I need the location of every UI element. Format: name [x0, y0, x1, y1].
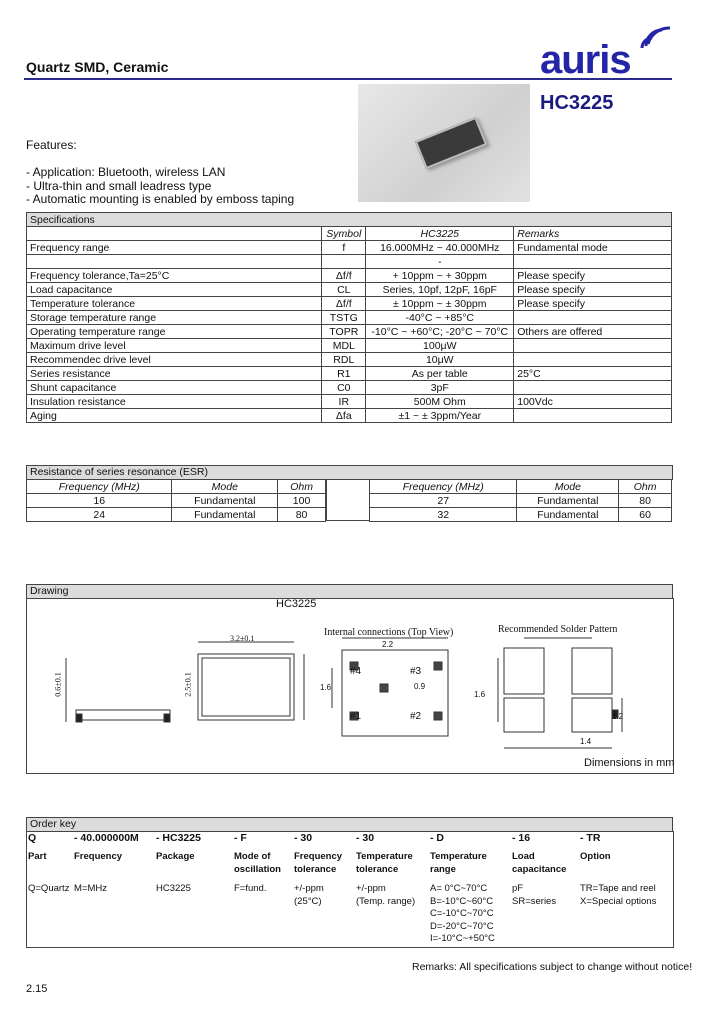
- page-number: 2.15: [26, 983, 48, 995]
- spec-cell-remark: Please specify: [514, 283, 672, 297]
- dim-0-9: 0.9: [414, 682, 426, 691]
- spec-cell-symbol: IR: [322, 395, 366, 409]
- order-values-5: +/-ppm (Temp. range): [356, 883, 416, 907]
- spec-cell-remark: Others are offered: [514, 325, 672, 339]
- esr-table-left: [26, 479, 326, 522]
- spec-cell-name: Frequency tolerance,Ta=25°C: [27, 269, 322, 283]
- spec-cell-value: 10μW: [366, 353, 514, 367]
- spec-cell-remark: [514, 353, 672, 367]
- spec-cell-value: 100μW: [366, 339, 514, 353]
- esr-spacer: [326, 479, 370, 521]
- table-row: [27, 367, 672, 381]
- table-row: [27, 269, 672, 283]
- esr-title: Resistance of series resonance (ESR): [26, 465, 673, 480]
- spec-cell-name: Insulation resistance: [27, 395, 322, 409]
- features-list: [26, 166, 294, 207]
- order-values-7: pF SR=series: [512, 883, 557, 907]
- spec-cell-symbol: TOPR: [322, 325, 366, 339]
- spec-cell-symbol: Δf/f: [322, 269, 366, 283]
- esr-col-frequency: Frequency (MHz): [27, 480, 172, 494]
- table-row: [27, 241, 672, 255]
- spec-cell-value: Series, 10pf, 12pF, 16pF: [366, 283, 514, 297]
- spec-cell-symbol: C0: [322, 381, 366, 395]
- esr-col-ohm: Ohm: [278, 480, 326, 494]
- feature-item: - Ultra-thin and small leadress type: [26, 178, 212, 193]
- spec-cell-name: Shunt capacitance: [27, 381, 322, 395]
- esr-col-mode: Mode: [172, 480, 278, 494]
- spec-cell-name: Load capacitance: [27, 283, 322, 297]
- spec-cell-symbol: TSTG: [322, 311, 366, 325]
- product-photo: [358, 84, 530, 202]
- spec-cell-value: -40°C ~ +85°C: [366, 311, 514, 325]
- spec-cell-remark: 25°C: [514, 367, 672, 381]
- crystal-chip-image: [415, 117, 487, 170]
- spec-cell-value: + 10ppm ~ + 30ppm: [366, 269, 514, 283]
- table-row: 27 Fundamental 80: [370, 494, 672, 508]
- order-labels-5: Temperature tolerance: [356, 851, 413, 875]
- order-code-7: - 16: [512, 832, 531, 844]
- dim-1-4: 1.4: [580, 737, 592, 746]
- spec-cell-value: ± 10ppm ~ ± 30ppm: [366, 297, 514, 311]
- order-key-title: Order key: [26, 817, 673, 832]
- table-row: [27, 255, 672, 269]
- order-labels-8: Option: [580, 851, 611, 862]
- order-labels-2: Package: [156, 851, 195, 862]
- order-code-1: - 40.000000M: [74, 832, 139, 844]
- remarks-note: Remarks: All specifications subject to change without notice!: [412, 961, 693, 973]
- spec-cell-symbol: CL: [322, 283, 366, 297]
- table-row: [27, 283, 672, 297]
- spec-cell-value: ±1 ~ ± 3ppm/Year: [366, 409, 514, 423]
- order-code-3: - F: [234, 832, 247, 844]
- spec-cell-remark: Please specify: [514, 297, 672, 311]
- auris-logo: auris: [540, 38, 631, 82]
- dim-1-6-b: 1.6: [474, 690, 486, 699]
- dim-2-2: 2.2: [382, 640, 394, 649]
- spec-cell-symbol: MDL: [322, 339, 366, 353]
- order-labels-7: Load capacitance: [512, 851, 567, 875]
- spec-cell-name: Aging: [27, 409, 322, 423]
- specifications-table: [26, 212, 672, 423]
- spec-cell-remark: [514, 255, 672, 269]
- pin-3-label: #3: [410, 666, 422, 677]
- spec-cell-symbol: Δfa: [322, 409, 366, 423]
- order-values-2: HC3225: [156, 883, 191, 894]
- spec-cell-value: -: [366, 255, 514, 269]
- order-values-1: M=MHz: [74, 883, 107, 894]
- features-heading: Features:: [26, 138, 77, 152]
- spec-cell-value: -10°C ~ +60°C; -20°C ~ 70°C: [366, 325, 514, 339]
- spec-cell-name: Frequency range: [27, 241, 322, 255]
- spec-cell-name: [27, 255, 322, 269]
- spec-cell-symbol: RDL: [322, 353, 366, 367]
- order-code-0: Q: [28, 832, 37, 844]
- spec-cell-remark: 100Vdc: [514, 395, 672, 409]
- order-labels-0: Part: [28, 851, 47, 862]
- spec-cell-remark: [514, 311, 672, 325]
- order-code-2: - HC3225: [156, 832, 201, 844]
- table-row: 16 Fundamental 100: [27, 494, 326, 508]
- spec-cell-name: Recommendec drive level: [27, 353, 322, 367]
- spec-cell-value: 3pF: [366, 381, 514, 395]
- order-labels-3: Mode of oscillation: [234, 851, 281, 875]
- feature-item: - Application: Bluetooth, wireless LAN: [26, 165, 226, 179]
- table-row: [27, 339, 672, 353]
- order-code-5: - 30: [356, 832, 375, 844]
- specs-title: Specifications: [27, 213, 672, 227]
- spec-cell-name: Temperature tolerance: [27, 297, 322, 311]
- col-symbol: Symbol: [322, 227, 366, 241]
- order-values-3: F=fund.: [234, 883, 267, 894]
- table-row: [27, 353, 672, 367]
- spec-cell-remark: [514, 409, 672, 423]
- order-labels-6: Temperature range: [430, 851, 487, 875]
- spec-cell-remark: Please specify: [514, 269, 672, 283]
- spec-cell-name: Series resistance: [27, 367, 322, 381]
- table-row: [27, 381, 672, 395]
- order-code-8: - TR: [580, 832, 601, 844]
- order-values-6: A= 0°C~70°C B=-10°C~60°C C=-10°C~70°C D=-20°C~70°C I=-10°C~+50°C: [430, 883, 495, 944]
- pin-1-label: #1: [350, 711, 362, 722]
- dim-thickness: 0.6±0.1: [53, 672, 63, 697]
- spec-cell-name: Maximum drive level: [27, 339, 322, 353]
- order-labels-4: Frequency tolerance: [294, 851, 343, 875]
- table-row: [27, 297, 672, 311]
- spec-cell-remark: [514, 339, 672, 353]
- order-labels-1: Frequency: [74, 851, 123, 862]
- internal-connections-label: Internal connections (Top View): [324, 627, 454, 638]
- order-values-0: Q=Quartz: [28, 883, 70, 894]
- spec-cell-symbol: f: [322, 241, 366, 255]
- col-remarks: Remarks: [514, 227, 672, 241]
- dim-length: 3.2±0.1: [230, 634, 255, 643]
- spec-cell-symbol: [322, 255, 366, 269]
- solder-pattern-label: Recommended Solder Pattern: [498, 624, 618, 635]
- drawing-model-label: HC3225: [276, 598, 317, 610]
- page-title: Quartz SMD, Ceramic: [26, 59, 169, 75]
- table-row: [27, 325, 672, 339]
- spec-cell-symbol: Δf/f: [322, 297, 366, 311]
- order-values-4: +/-ppm (25°C): [294, 883, 324, 907]
- dim-1-2: 1.2: [612, 712, 624, 721]
- dim-1-6: 1.6: [320, 683, 332, 692]
- spec-cell-value: 16.000MHz ~ 40.000MHz: [366, 241, 514, 255]
- order-values-8: TR=Tape and reel X=Special options: [580, 883, 657, 907]
- spec-cell-value: As per table: [366, 367, 514, 381]
- spec-cell-value: 500M Ohm: [366, 395, 514, 409]
- spec-cell-symbol: R1: [322, 367, 366, 381]
- pin-2-label: #2: [410, 711, 422, 722]
- table-row: [27, 409, 672, 423]
- col-model: HC3225: [366, 227, 514, 241]
- order-key-panel: [26, 831, 674, 948]
- product-name: HC3225: [540, 92, 614, 114]
- feature-item: - Automatic mounting is enabled by emboss taping: [26, 192, 295, 206]
- drawing-title: Drawing: [26, 584, 673, 599]
- table-row: 24 Fundamental 80: [27, 508, 326, 522]
- spec-cell-name: Operating temperature range: [27, 325, 322, 339]
- pin-4-label: #4: [350, 666, 362, 677]
- dimensions-units: Dimensions in mm: [584, 757, 675, 769]
- table-row: 32 Fundamental 60: [370, 508, 672, 522]
- wireless-icon: [638, 22, 672, 52]
- esr-table-right: Frequency (MHz) Mode Ohm 27 Fundamental 80 32 Fundamental 60: [369, 479, 672, 522]
- spec-cell-remark: [514, 381, 672, 395]
- table-row: [27, 395, 672, 409]
- dim-width: 2.5±0.1: [183, 672, 193, 697]
- spec-cell-remark: Fundamental mode: [514, 241, 672, 255]
- order-code-4: - 30: [294, 832, 313, 844]
- spec-cell-name: Storage temperature range: [27, 311, 322, 325]
- table-row: [27, 311, 672, 325]
- order-code-6: - D: [430, 832, 444, 844]
